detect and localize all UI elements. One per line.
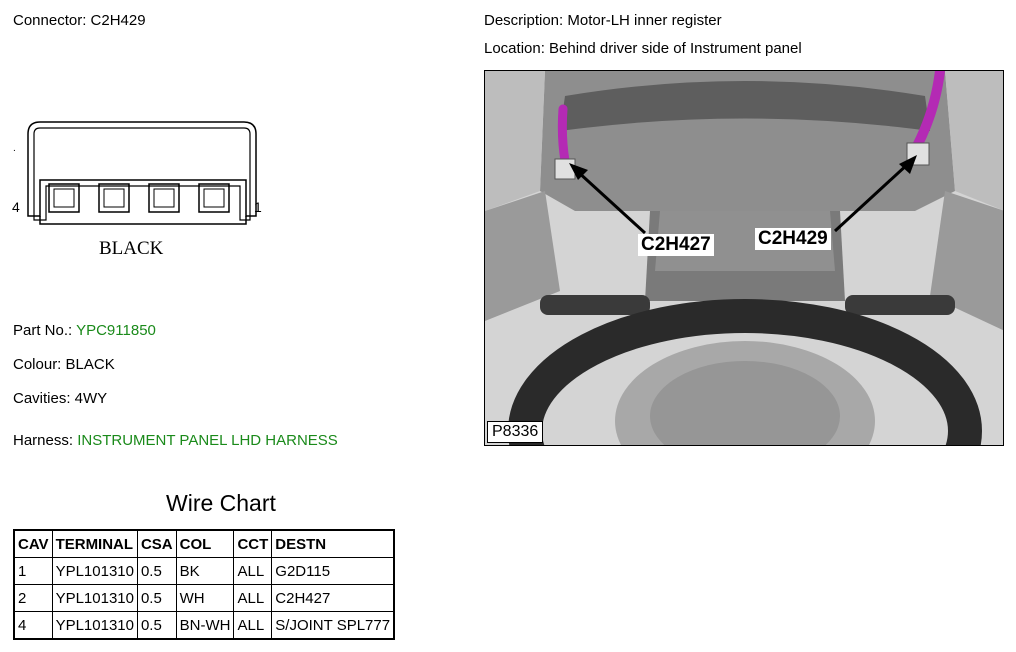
table-row xyxy=(14,585,394,612)
callout-c2h429: C2H429 xyxy=(755,228,831,250)
location-label: Location: Behind driver side of Instrument panel xyxy=(484,40,802,57)
pin-1-label: 1 xyxy=(254,199,262,215)
part-number-label: Part No.: xyxy=(13,322,77,339)
cell-csa: 0.5 xyxy=(137,558,176,585)
header-cav: CAV xyxy=(14,530,52,558)
cell-cct: ALL xyxy=(234,612,272,640)
cell-col: WH xyxy=(176,585,234,612)
cell-terminal: YPL101310 xyxy=(52,558,137,585)
part-number-value: YPC911850 xyxy=(76,322,156,339)
cell-terminal: YPL101310 xyxy=(52,585,137,612)
pin-4-label: 4 xyxy=(12,199,20,215)
cell-destn: C2H427 xyxy=(272,585,394,612)
callout-c2h427: C2H427 xyxy=(638,234,714,256)
cavities-line: Cavities: 4WY xyxy=(13,390,108,407)
table-row xyxy=(14,612,394,640)
connector-face-diagram xyxy=(8,116,278,266)
cell-destn: G2D115 xyxy=(272,558,394,585)
connector-label: Connector: C2H429 xyxy=(13,12,146,29)
harness-label: Harness: xyxy=(13,432,78,449)
header-destn: DESTN xyxy=(272,530,394,558)
svg-text:.: . xyxy=(13,143,16,154)
table-header-row xyxy=(14,530,394,558)
harness-value: INSTRUMENT PANEL LHD HARNESS xyxy=(77,432,338,449)
cell-terminal: YPL101310 xyxy=(52,612,137,640)
wire-chart-table xyxy=(13,529,395,640)
cell-csa: 0.5 xyxy=(137,585,176,612)
cell-cav: 1 xyxy=(14,558,52,585)
cell-cct: ALL xyxy=(234,558,272,585)
header-cct: CCT xyxy=(234,530,272,558)
header-col: COL xyxy=(176,530,234,558)
header-terminal: TERMINAL xyxy=(52,530,137,558)
cell-col: BN-WH xyxy=(176,612,234,640)
wire-chart-title: Wire Chart xyxy=(166,490,276,516)
colour-line: Colour: BLACK xyxy=(13,356,115,373)
cell-col: BK xyxy=(176,558,234,585)
connector-color-label: BLACK xyxy=(99,238,164,259)
header-csa: CSA xyxy=(137,530,176,558)
cell-csa: 0.5 xyxy=(137,612,176,640)
part-number-line xyxy=(13,322,156,339)
description-label: Description: Motor-LH inner register xyxy=(484,12,722,29)
location-photo xyxy=(484,70,1004,446)
cell-cav: 4 xyxy=(14,612,52,640)
cell-destn: S/JOINT SPL777 xyxy=(272,612,394,640)
table-row xyxy=(14,558,394,585)
cell-cct: ALL xyxy=(234,585,272,612)
photo-code: P8336 xyxy=(487,421,543,443)
harness-line xyxy=(13,432,338,449)
cell-cav: 2 xyxy=(14,585,52,612)
